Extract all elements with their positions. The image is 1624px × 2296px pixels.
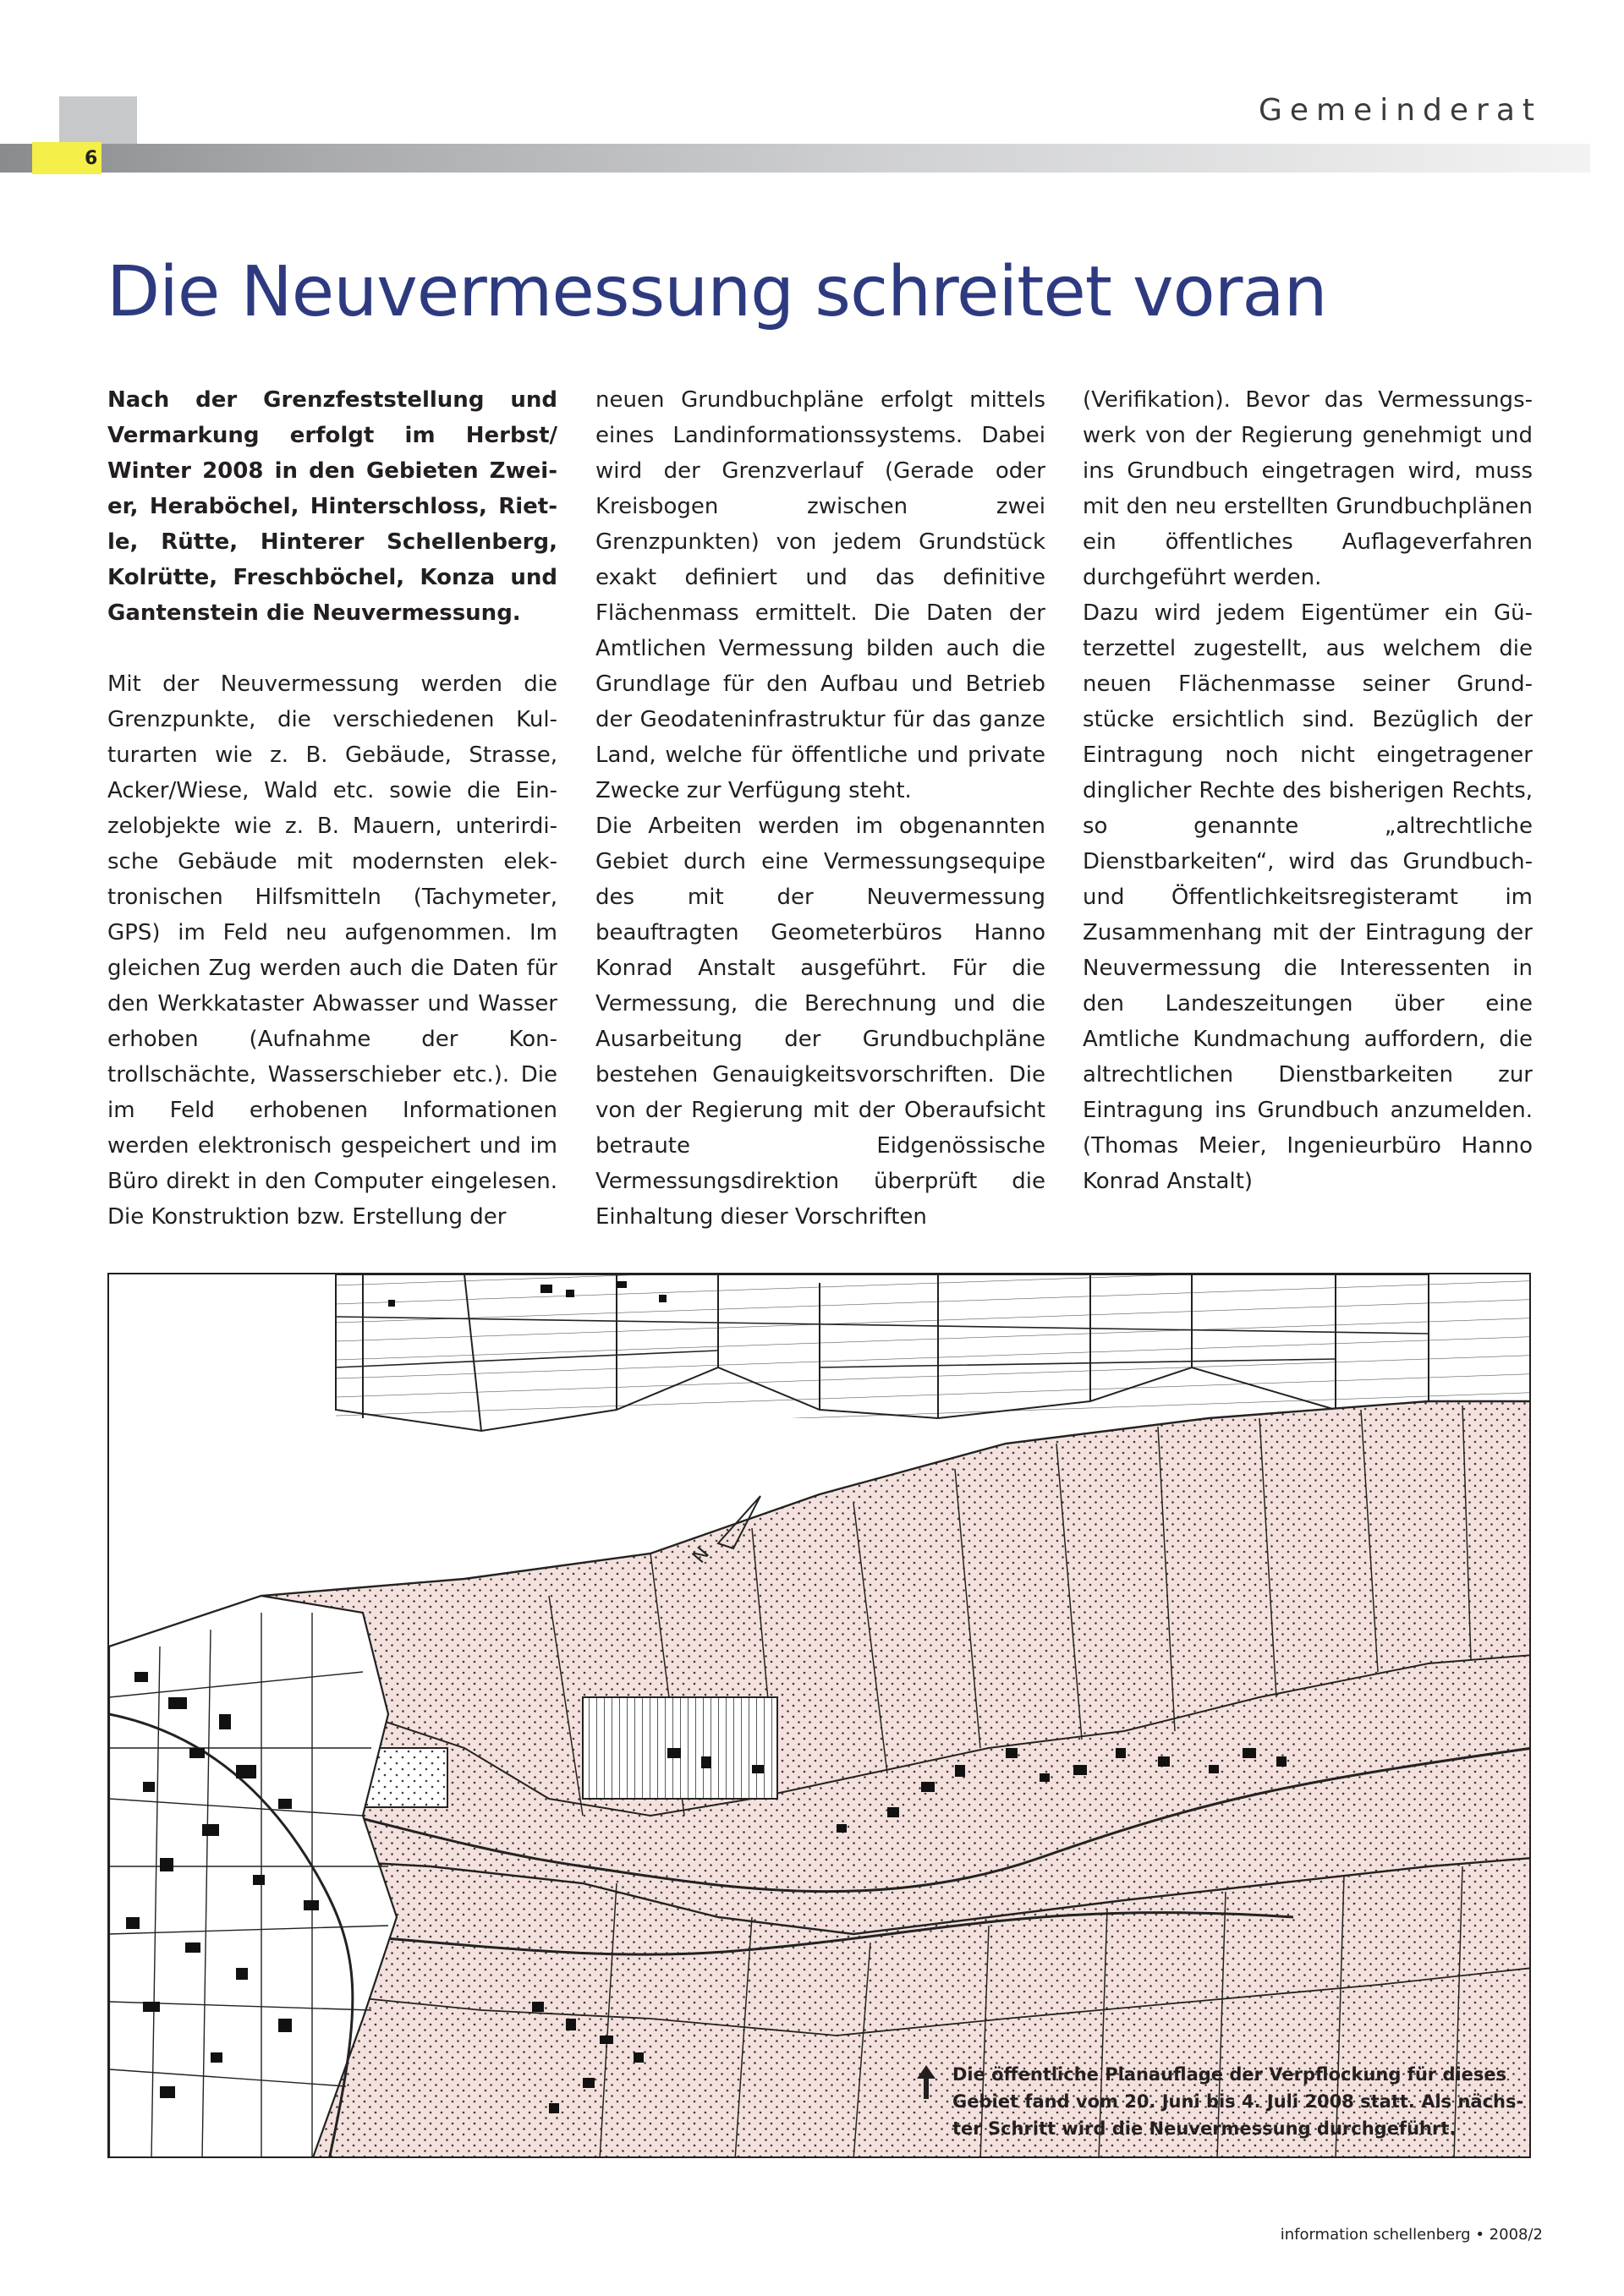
article-column-1	[107, 382, 557, 1235]
article-title: Die Neuvermessung schreitet voran	[107, 252, 1327, 332]
article-paragraph-2-cont: (Verifikation). Bevor das Vermessungswerk von der Regierung genehmigt und ins Grundbuch eingetragen wird, muss mit den neu erstellten Grundbuchplänen ein öffentliches Auflageverfahren durchgeführt werden.	[1083, 387, 1533, 590]
figure-caption: Die öffentliche Planauflage der Verpflockung für dieses Gebiet fand vom 20. Juni bis 4. Juli 2008 statt. Als nächster Schritt wird die Neuvermessung durchgeführt.	[952, 2064, 1524, 2139]
page-number: 6	[85, 148, 98, 169]
footer-separator: •	[1475, 2226, 1484, 2244]
footer-issue: 2008/2	[1489, 2226, 1543, 2244]
section-title: Gemeinderat	[1258, 93, 1542, 128]
article-paragraph-1-cont: neuen Grundbuchpläne erfolgt mittels eines Landinformationssystems. Dabei wird der Grenzverlauf (Gerade oder Kreisbogen zwischen zwei Grenzpunkten) von jedem Grundstück exakt definiert und das definitive Flächenmass ermittelt. Die Daten der Amtlichen Vermessung bilden auch die Grundlage für den Aufbau und Betrieb der Geodateninfrastruktur für das ganze Land, welche für öffentliche und private Zwecke zur Verfügung steht.	[595, 387, 1045, 803]
article-paragraph-2: Die Arbeiten werden im obgenannten Gebiet durch eine Vermessungsequipe des mit der Neuvermessung beauftragten Geometerbüros Hanno Konrad Anstalt ausgeführt. Für die Vermessung, die Berechnung und die Ausarbeitung der Grundbuchpläne bestehen Genauigkeitsvorschriften. Die von der Regierung mit der Oberaufsicht betraute Eidgenössische Vermessungsdirektion überprüft die Einhaltung dieser Vorschriften	[595, 814, 1045, 1230]
north-label: N	[689, 1543, 714, 1568]
article-column-3	[1083, 382, 1533, 1199]
footer-publication: information schellenberg	[1280, 2226, 1471, 2244]
cadastral-map-drawing	[109, 1274, 1531, 2158]
cadastral-map	[107, 1273, 1531, 2158]
article-lead: Nach der Grenzfeststellung und Vermarkung erfolgt im Herbst/ Winter 2008 in den Gebieten Zweier, Heraböchel, Hinterschloss, Rietle, Rütte, Hinterer Schellenberg, Kolrütte, Freschböchel, Konza und Gantenstein die Neuvermessung.	[107, 387, 557, 626]
article-column-2	[595, 382, 1045, 1235]
header-accent-grey	[59, 96, 137, 149]
article-paragraph-3: Dazu wird jedem Eigentümer ein Güterzettel zugestellt, aus welchem die neuen Flächenmasse seiner Grundstücke ersichtlich sind. Bezüglich der Eintragung noch nicht eingetragener dinglicher Rechte des bisherigen Rechts, so genannte „altrechtliche Dienstbarkeiten“, wird das Grundbuch- und Öffentlichkeitsregisteramt im Zusammenhang mit der Eintragung der Neuvermessung die Interessenten in den Landeszeitungen über eine Amtliche Kundmachung auffordern, die altrechtlichen Dienstbarkeiten zur Eintragung ins Grundbuch anzumelden. (Thomas Meier, Ingenieurbüro Hanno Konrad Anstalt)	[1083, 600, 1533, 1194]
page-footer	[1281, 2226, 1543, 2244]
header-gradient-bar	[0, 144, 1590, 173]
arrow-up-icon	[915, 2063, 937, 2101]
article-paragraph-1: Mit der Neuvermessung werden die Grenzpunkte, die verschiedenen Kulturarten wie z. B. Gebäude, Strasse, Acker/Wiese, Wald etc. sowie die Einzelobjekte wie z. B. Mauern, unterirdische Gebäude mit modernsten elektronischen Hilfsmitteln (Tachymeter, GPS) im Feld neu aufgenommen. Im gleichen Zug werden auch die Daten für den Werkkataster Abwasser und Wasser erhoben (Aufnahme der Kontrollschächte, Wasserschieber etc.). Die im Feld erhobenen Informationen werden elektronisch gespeichert und im Büro direkt in den Computer eingelesen. Die Konstruktion bzw. Erstellung der	[107, 671, 557, 1230]
